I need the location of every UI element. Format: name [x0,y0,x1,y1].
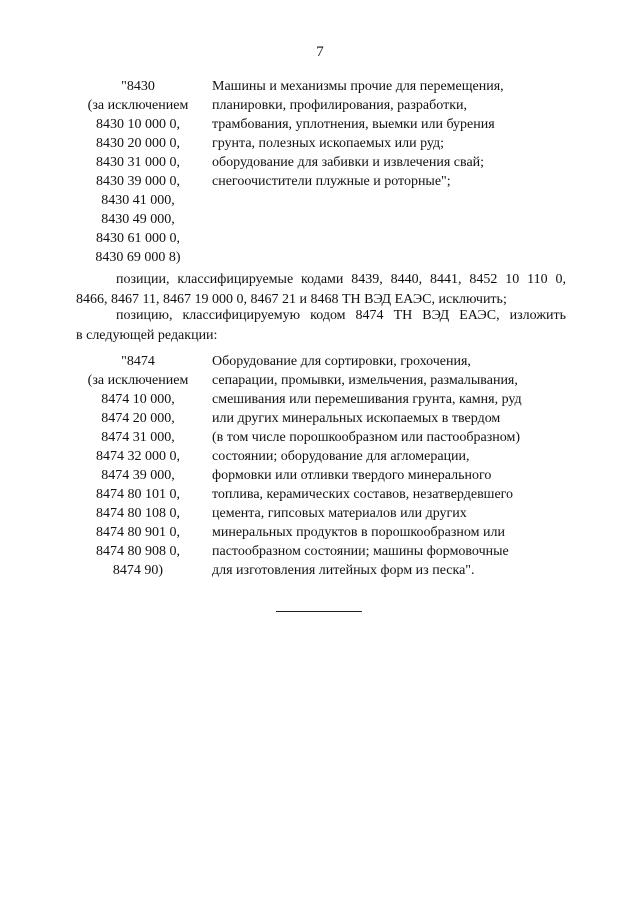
description-line: грунта, полезных ископаемых или руд; [212,136,445,151]
description-column [212,77,572,191]
end-rule [276,611,362,612]
description-line: трамбования, уплотнения, выемки или бурения [212,117,495,132]
description-line: или других минеральных ископаемых в твердом [212,411,501,426]
code-line: 8430 31 000 0, [96,155,180,170]
code-line: 8474 80 901 0, [96,525,180,540]
description-line: формовки или отливки твердого минерального [212,468,492,483]
code-line: 8430 41 000, [101,193,175,208]
code-line: 8474 39 000, [101,468,175,483]
description-line: смешивания или перемешивания грунта, камня, руд [212,392,522,407]
code-line: "8474 [121,354,155,369]
description-line: пастообразном состоянии; машины формовочные [212,544,509,559]
code-line: 8430 20 000 0, [96,136,180,151]
code-line: 8474 80 101 0, [96,487,180,502]
description-line: Оборудование для сортировки, грохочения, [212,354,471,369]
code-line: 8430 39 000 0, [96,174,180,189]
code-column [76,77,200,267]
paragraph-line: позиции, классифицируемые кодами 8439, 8440, 8441, 8452 10 110 0, [116,272,566,287]
page-number: 7 [316,44,324,60]
paragraph-line: 8466, 8467 11, 8467 19 000 0, 8467 21 и 8468 ТН ВЭД ЕАЭС, исключить; [76,292,507,307]
description-line: состоянии; оборудование для агломерации, [212,449,470,464]
code-line: 8474 80 108 0, [96,506,180,521]
description-column [212,352,572,580]
code-line: "8430 [121,79,155,94]
code-line: 8474 20 000, [101,411,175,426]
paragraph-line: в следующей редакции: [76,328,218,343]
description-line: минеральных продуктов в порошкообразном или [212,525,505,540]
description-line: оборудование для забивки и извлечения свай; [212,155,485,170]
paragraph-line: позицию, классифицируемую кодом 8474 ТН ВЭД ЕАЭС, изложить [116,308,566,323]
description-line: цемента, гипсовых материалов или других [212,506,467,521]
code-line: 8474 32 000 0, [96,449,180,464]
code-line: 8474 31 000, [101,430,175,445]
code-column [76,352,200,580]
description-line: Машины и механизмы прочие для перемещения, [212,79,504,94]
code-line: (за исключением [87,98,189,113]
code-line: 8430 69 000 8) [95,250,181,265]
description-line: (в том числе порошкообразном или пастообразном) [212,430,520,445]
code-line: 8430 61 000 0, [96,231,180,246]
code-line: 8474 80 908 0, [96,544,180,559]
code-line: 8474 90) [112,563,164,578]
paragraph-exclude-positions [76,270,566,310]
code-line: 8430 49 000, [101,212,175,227]
description-line: сепарации, промывки, измельчения, размалывания, [212,373,518,388]
description-line: топлива, керамических составов, незатвердевшего [212,487,514,502]
description-line: планировки, профилирования, разработки, [212,98,467,113]
paragraph-restate-position [76,306,566,346]
code-line: (за исключением [87,373,189,388]
code-line: 8474 10 000, [101,392,175,407]
description-line: снегоочистители плужные и роторные"; [212,174,451,189]
code-line: 8430 10 000 0, [96,117,180,132]
description-line: для изготовления литейных форм из песка". [212,563,475,578]
